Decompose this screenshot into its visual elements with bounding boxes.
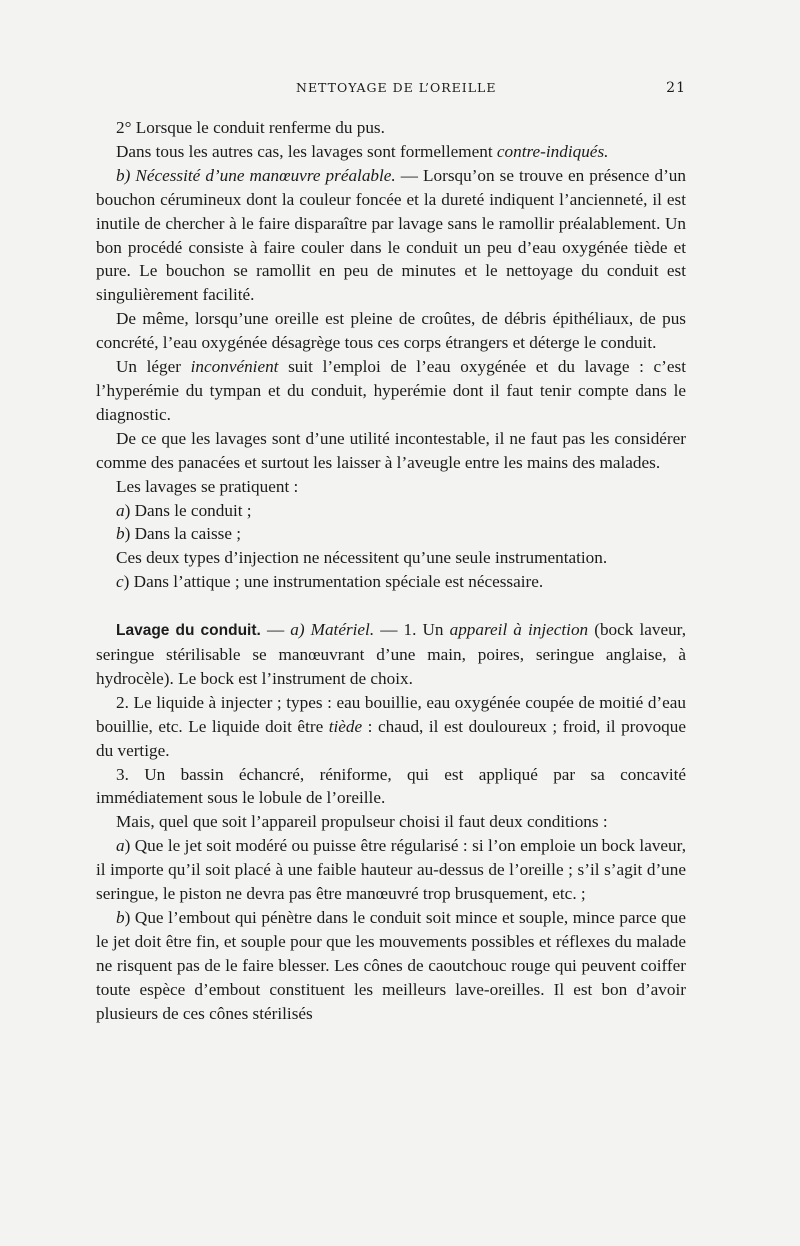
paragraph: De même, lorsqu’une oreille est pleine de croûtes, de débris épithéliaux, de pus concrété, l’eau oxygénée désagrège tous ces corps étrangers et déterge le conduit. [96, 309, 686, 353]
section-heading: Lavage du conduit. [116, 622, 261, 640]
paragraph: 2. Le liquide à injecter ; types : eau bouillie, eau oxygénée coupée de moitié d’eau bouillie, etc. Le liquide doit être tiède : chaud, il est douloureux ; froid, il provoque du vertige. [96, 692, 686, 760]
body-text [96, 116, 686, 1026]
paragraph: Ces deux types d’injection ne nécessitent qu’une seule instrumentation. [116, 548, 608, 568]
list-item: c) Dans l’attique ; une instrumentation spéciale est nécessaire. [116, 572, 544, 592]
list-item: b) Que l’embout qui pénètre dans le conduit soit mince et souple, mince parce que le jet doit être fin, et souple pour que les mouvements possibles et réflexes du malade ne risquent pas de le faire blesser. Les cônes de caoutchouc rouge qui peuvent coiffer toute espèce d’embout constituent les meilleurs lave-oreilles. Il est bon d’avoir plusieurs de ces cônes stérilisés [96, 908, 686, 1023]
paragraph: Mais, quel que soit l’appareil propulseur choisi il faut deux conditions : [116, 812, 608, 832]
section-paragraph: Lavage du conduit. — a) Matériel. — 1. Un appareil à injection (bock laveur, seringue stérilisable se manœuvrant d’une main, poires, seringue anglaise, à hydrocèle). Le bock est l’instrument de choix. [96, 620, 687, 688]
list-item: a) Dans le conduit ; [116, 500, 252, 520]
paragraph: De ce que les lavages sont d’une utilité incontestable, il ne faut pas les considérer comme des panacées et surtout les laisser à l’aveugle entre les mains des malades. [96, 428, 686, 472]
paragraph: Les lavages se pratiquent : [116, 476, 299, 496]
paragraph: Un léger inconvénient suit l’emploi de l’eau oxygénée et du lavage : c’est l’hyperémie du tympan et du conduit, hyperémie dont il faut tenir compte dans le diagnostic. [96, 357, 687, 424]
paragraph: Dans tous les autres cas, les lavages sont formellement contre-indiqués. [116, 141, 609, 161]
running-head [96, 80, 686, 100]
running-title: NETTOYAGE DE L’OREILLE [296, 80, 497, 95]
paragraph: 2° Lorsque le conduit renferme du pus. [116, 118, 385, 137]
paragraph: b) Nécessité d’une manœuvre préalable. — Lorsqu’on se trouve en présence d’un bouchon cérumineux dont la couleur foncée et la dureté indiquent l’ancienneté, il est inutile de chercher à le faire disparaître par lavage sans le ramollir préalablement. Un bon procédé consiste à faire couler dans le conduit un peu d’eau oxygénée tiède et pure. Le bouchon se ramollit en peu de minutes et le nettoyage du conduit est singulièrement facilité. [96, 165, 686, 305]
page-number: 21 [666, 80, 686, 96]
list-item: b) Dans la caisse ; [116, 524, 242, 544]
paragraph: 3. Un bassin échancré, réniforme, qui est appliqué par sa concavité immédiatement sous le lobule de l’oreille. [96, 764, 686, 808]
list-item: a) Que le jet soit modéré ou puisse être régularisé : si l’on emploie un bock laveur, il importe qu’il soit placé à une faible hauteur au-dessus de l’oreille ; s’il s’agit d’une seringue, le piston ne devra pas être manœuvré trop brusquement, etc. ; [96, 836, 686, 904]
section-gap [96, 594, 686, 618]
